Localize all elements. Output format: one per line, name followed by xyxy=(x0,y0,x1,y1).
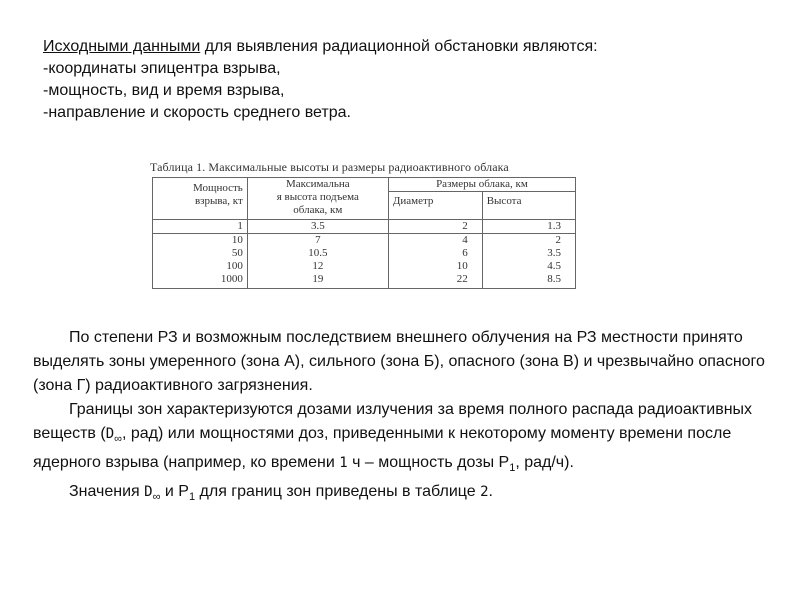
header-height-line1: Максимальна xyxy=(286,178,350,190)
table-number: 2 xyxy=(480,484,489,500)
cloud-table xyxy=(152,177,576,289)
symbol-d: D xyxy=(144,484,153,500)
table-caption: Таблица 1. Максимальные высоты и размеры радиоактивного облака xyxy=(150,160,509,174)
cell-power: 10 xyxy=(153,234,248,248)
cell-diameter: 22 xyxy=(388,273,482,289)
symbol-d-sub: ∞ xyxy=(152,491,161,503)
cell-diameter: 6 xyxy=(388,247,482,260)
cell-diameter: 4 xyxy=(388,234,482,248)
cell-height: 3.5 xyxy=(482,247,575,260)
cell-power: 100 xyxy=(153,260,248,273)
paragraph-values xyxy=(33,480,773,509)
cell-max-height: 3.5 xyxy=(247,220,388,234)
intro-lead-underlined: Исходными данными xyxy=(43,38,201,55)
cell-height: 8.5 xyxy=(482,273,575,289)
paragraph-zones: По степени РЗ и возможным последствием внешнего облучения на РЗ местности принято выделять зоны умеренного (зона А), сильного (зона Б), опасного (зона В) и чрезвычайно опасного (зона Г) радиоактивного загрязнения. xyxy=(33,329,765,394)
p2-text-d: , рад/ч). xyxy=(515,454,574,471)
body-text xyxy=(33,326,773,509)
table-row-group xyxy=(153,234,576,289)
cell-diameter: 2 xyxy=(388,220,482,234)
table-row xyxy=(153,234,576,248)
header-max-height xyxy=(247,178,388,220)
p2-text-b: , рад) или мощностями доз, приведенными к некоторому моменту времени после ядерного взрыва (например, ко времени xyxy=(33,425,732,471)
intro-item: -координаты эпицентра взрыва, xyxy=(43,60,281,77)
symbol-d: D xyxy=(105,426,115,442)
intro-item: -направление и скорость среднего ветра. xyxy=(43,104,351,121)
cell-diameter: 10 xyxy=(388,260,482,273)
symbol-p-sub: 1 xyxy=(509,462,516,474)
symbol-d-sub: ∞ xyxy=(114,433,122,445)
table-row xyxy=(153,247,576,260)
p3-text-a: Значения xyxy=(69,483,145,500)
p3-text-b: и Р xyxy=(160,483,189,500)
table-row xyxy=(153,260,576,273)
cell-max-height: 10.5 xyxy=(247,247,388,260)
header-power xyxy=(153,178,248,220)
cell-height: 4.5 xyxy=(482,260,575,273)
intro-lead-rest: для выявления радиационной обстановки являются: xyxy=(200,38,598,55)
header-height-line3: облака, км xyxy=(293,204,343,216)
header-height: Высота xyxy=(482,192,575,220)
cell-max-height: 12 xyxy=(247,260,388,273)
number-one: 1 xyxy=(339,455,348,471)
cell-power: 1000 xyxy=(153,273,248,289)
intro-item: -мощность, вид и время взрыва, xyxy=(43,82,285,99)
header-cloud-size: Размеры облака, км xyxy=(388,178,575,192)
header-power-line2: взрыва, кт xyxy=(194,195,243,207)
intro-block xyxy=(43,36,763,124)
table-row xyxy=(153,220,576,234)
cell-max-height: 7 xyxy=(247,234,388,248)
header-power-line1: Мощность xyxy=(192,182,243,194)
intro-heading xyxy=(43,36,763,58)
p2-text-c: ч – мощность дозы Р xyxy=(347,454,510,471)
header-height-line2: я высота подъема xyxy=(276,191,359,203)
cell-height: 2 xyxy=(482,234,575,248)
p2-text-a: Границы зон характеризуются дозами излучения за время полного распада радиоактивных веществ ( xyxy=(33,401,753,442)
table-row xyxy=(153,273,576,289)
header-diameter: Диаметр xyxy=(388,192,482,220)
symbol-p-sub: 1 xyxy=(188,491,196,503)
cell-height: 1.3 xyxy=(482,220,575,234)
paragraph-boundaries xyxy=(33,398,773,480)
cell-max-height: 19 xyxy=(247,273,388,289)
cell-power: 50 xyxy=(153,247,248,260)
table-header-row xyxy=(153,178,576,192)
p3-text-end: . xyxy=(488,483,493,500)
p3-text-c: для границ зон приведены в таблице xyxy=(195,483,481,500)
cell-power: 1 xyxy=(153,220,248,234)
